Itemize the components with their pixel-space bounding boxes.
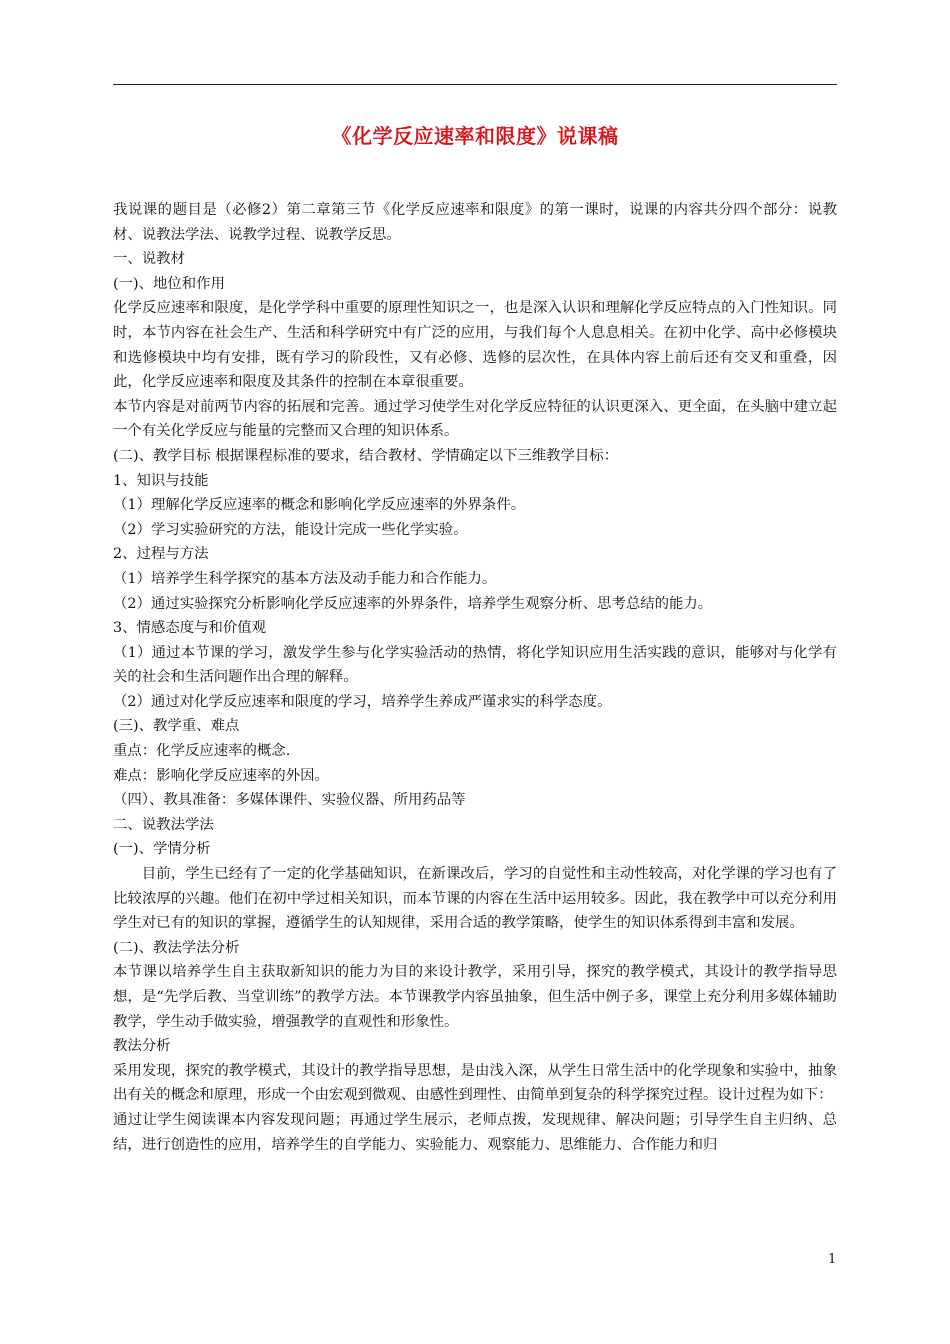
- paragraph: 本节内容是对前两节内容的拓展和完善。通过学习使学生对化学反应特征的认识更深入、更全面，在头脑中建立起一个有关化学反应与能量的完整而又合理的知识体系。: [113, 398, 837, 440]
- paragraph: 采用发现，探究的教学模式，其设计的教学指导思想，是由浅入深，从学生日常生活中的化学现象和实验中，抽象出有关的概念和原理，形成一个由宏观到微观、由感性到理性、由简单到复杂的科学探究过程。设计过程为如下：: [113, 1062, 837, 1104]
- list-item: （2）学习实验研究的方法，能设计完成一些化学实验。: [113, 521, 468, 538]
- paragraph: 通过让学生阅读课本内容发现问题；再通过学生展示，老师点拨，发现规律、解决问题；引导学生自主归纳、总结，进行创造性的应用，培养学生的自学能力、实验能力、观察能力、思维能力、合作能力和归: [113, 1111, 837, 1153]
- paragraph: 难点：影响化学反应速率的外因。: [113, 767, 329, 784]
- heading-subsection: (二)、教学目标 根据课程标准的要求，结合教材、学情确定以下三维教学目标：: [113, 447, 619, 464]
- heading-subsection: (二)、教法学法分析: [113, 939, 240, 956]
- heading-subsection: (一)、学情分析: [113, 841, 211, 858]
- heading-section-1: 一、说教材: [113, 251, 185, 268]
- header-rule: [113, 84, 837, 85]
- paragraph-intro: 我说课的题目是（必修2）第二章第三节《化学反应速率和限度》的第一课时，说课的内容共分四个部分：说教材、说教法学法、说教学过程、说教学反思。: [113, 202, 837, 243]
- list-item: （1）通过本节课的学习，激发学生参与化学实验活动的热情，将化学知识应用生活实践的意识，能够对与化学有关的社会和生活问题作出合理的解释。: [113, 644, 837, 686]
- paragraph: 目前，学生已经有了一定的化学基础知识，在新课改后，学习的自觉性和主动性较高，对化学课的学习也有了比较浓厚的兴趣。他们在初中学过相关知识，而本节课的内容在生活中运用较多。因此，我在教学中可以充分利用学生对已有的知识的掌握，遵循学生的认知规律，采用合适的教学策略，使学生的知识体系得到丰富和发展。: [113, 866, 837, 932]
- heading-item: 3、情感态度与和价值观: [113, 620, 267, 637]
- list-item: （2）通过实验探究分析影响化学反应速率的外界条件，培养学生观察分析、思考总结的能力。: [113, 595, 713, 612]
- document-body: [113, 198, 837, 1157]
- page-number: 1: [828, 1252, 837, 1267]
- list-item: （1）培养学生科学探究的基本方法及动手能力和合作能力。: [113, 570, 497, 587]
- list-item: （2）通过对化学反应速率和限度的学习，培养学生养成严谨求实的科学态度。: [113, 693, 612, 710]
- heading-section-2: 二、说教法学法: [113, 816, 214, 833]
- list-item: （1）理解化学反应速率的概念和影响化学反应速率的外界条件。: [113, 497, 526, 514]
- heading-subsection: (三)、教学重、难点: [113, 718, 240, 735]
- document-title: 《化学反应速率和限度》说课稿: [331, 124, 619, 148]
- paragraph: 化学反应速率和限度，是化学学科中重要的原理性知识之一，也是深入认识和理解化学反应特点的入门性知识。同时，本节内容在社会生产、生活和科学研究中有广泛的应用，与我们每个人息息相关。在初中化学、高中必修模块和选修模块中均有安排，既有学习的阶段性，又有必修、选修的层次性，在具体内容上前后还有交叉和重叠，因此，化学反应速率和限度及其条件的控制在本章很重要。: [113, 300, 837, 391]
- paragraph: 重点：化学反应速率的概念.: [113, 743, 291, 760]
- paragraph: 本节课以培养学生自主获取新知识的能力为目的来设计教学，采用引导，探究的教学模式，其设计的教学指导思想，是“先学后教、当堂训练”的教学方法。本节课教学内容虽抽象，但生活中例子多，课堂上充分利用多媒体辅助教学，学生动手做实验，增强教学的直观性和形象性。: [113, 964, 837, 1030]
- paragraph: （四）、教具准备：多媒体课件、实验仪器、所用药品等: [113, 792, 466, 809]
- heading-item: 教法分析: [113, 1038, 171, 1055]
- heading-item: 1、知识与技能: [113, 472, 209, 489]
- heading-subsection: (一)、地位和作用: [113, 275, 225, 292]
- heading-item: 2、过程与方法: [113, 546, 209, 563]
